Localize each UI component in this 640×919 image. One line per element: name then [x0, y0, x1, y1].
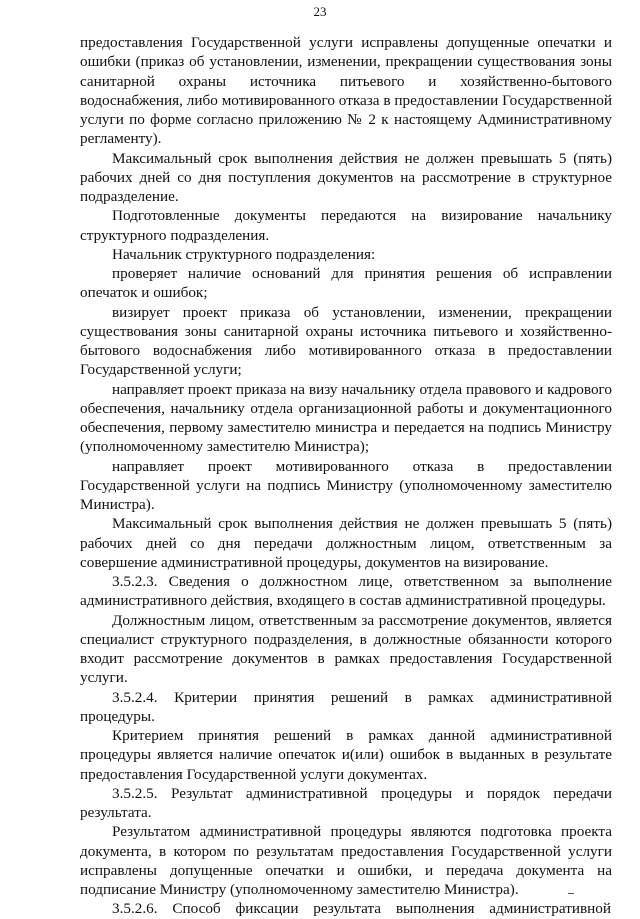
section-3-5-2-4: 3.5.2.4. Критерии принятия решений в рамках административной процедуры.: [80, 688, 612, 725]
paragraph-continuation: предоставления Государственной услуги исправлены допущенные опечатки и ошибки (приказ об установлении, изменении, прекращении существования зоны санитарной охраны источника питьевого и хозяйственно-бытового водоснабжения, либо мотивированного отказа в предоставлении Государственной услуги по форме согласно приложению № 2 к настоящему Административному регламенту).: [80, 34, 612, 148]
paragraph-submission: Подготовленные документы передаются на визирование начальнику структурного подразделения.: [80, 207, 612, 244]
paragraph-decision-criteria: Критерием принятия решений в рамках данной административной процедуры является наличие опечаток и(или) ошибок в выданных в результате предоставления Государственной услуги документах.: [80, 727, 612, 783]
section-3-5-2-5: 3.5.2.5. Результат административной процедуры и порядок передачи результата.: [80, 784, 612, 821]
paragraph-head-sends-refusal: направляет проект мотивированного отказа в предоставлении Государственной услуги на подпись Министру (уполномоченному заместителю Министра).: [80, 457, 612, 513]
paragraph-head-intro: Начальник структурного подразделения:: [112, 245, 376, 263]
paragraph-head-approves: визирует проект приказа об установлении, изменении, прекращении существования зоны санитарной охраны источника питьевого и хозяйственно-бытового водоснабжения либо мотивированного отказа в предоставлении Государственной услуги;: [80, 303, 612, 379]
paragraph-head-sends-order: направляет проект приказа на визу начальнику отдела правового и кадрового обеспечения, начальнику отдела организационной работы и документационного обеспечения, первому заместителю министра и передается на подпись Министру (уполномоченному заместителю Министра);: [80, 380, 612, 456]
paragraph-deadline-2: Максимальный срок выполнения действия не должен превышать 5 (пять) рабочих дней со дня передачи должностным лицом, ответственным за совершение административной процедуры, документов на визирование.: [80, 515, 612, 571]
paragraph-deadline-1: Максимальный срок выполнения действия не должен превышать 5 (пять) рабочих дней со дня поступления документов на рассмотрение в структурное подразделение.: [80, 149, 612, 205]
page-number: 23: [313, 4, 327, 19]
scan-mark: [568, 893, 574, 894]
paragraph-head-checks: проверяет наличие оснований для принятия решения об исправлении опечаток и ошибок;: [80, 265, 612, 302]
section-3-5-2-3: 3.5.2.3. Сведения о должностном лице, ответственном за выполнение административного действия, входящего в состав административной процедуры.: [80, 573, 612, 610]
paragraph-responsible-official: Должностным лицом, ответственным за рассмотрение документов, является специалист структурного подразделения, в должностные обязанности которого входит рассмотрение документов в рамках предоставления Государственной услуги.: [80, 611, 612, 687]
document-body: [80, 33, 612, 919]
section-3-5-2-6: 3.5.2.6. Способ фиксации результата выполнения административной: [112, 900, 611, 918]
paragraph-procedure-result: Результатом административной процедуры являются подготовка проекта документа, в котором по результатам предоставления Государственной услуги исправлены допущенные опечатки и ошибки, и передача документа на подписание Министру (уполномоченному заместителю Министра).: [80, 823, 612, 898]
